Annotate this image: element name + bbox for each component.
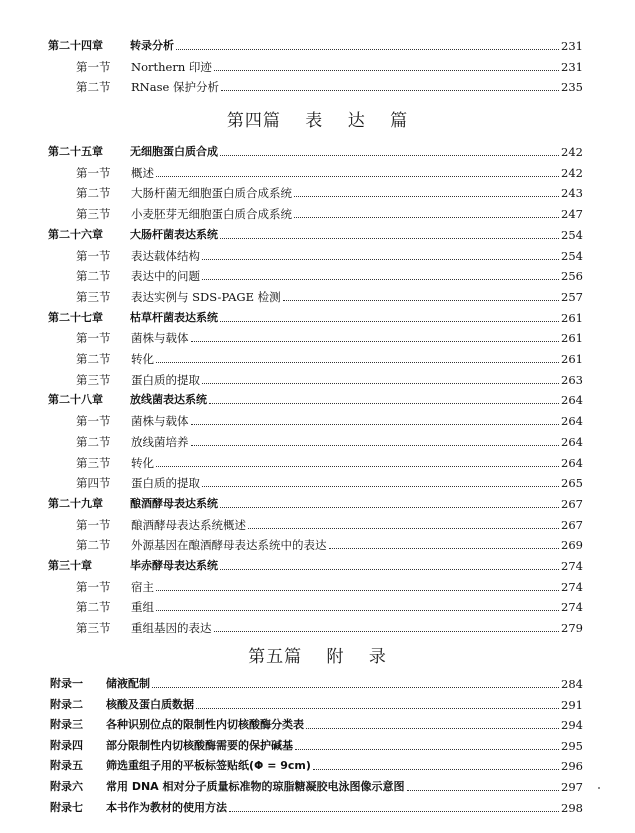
entry-title: 大肠杆菌无细胞蛋白质合成系统 <box>131 186 292 201</box>
entry-title: 常用 DNA 相对分子质量标准物的琼脂糖凝胶电泳图像示意图 <box>106 780 405 793</box>
section-entry <box>76 288 583 305</box>
section-entry <box>76 329 583 346</box>
entry-number: 附录七 <box>50 800 83 814</box>
page-number: 257 <box>561 289 583 304</box>
entry-number: 第一节 <box>76 517 111 532</box>
entry-number: 第二十九章 <box>48 496 103 510</box>
dot-leader <box>294 216 559 218</box>
entry-number: 第一节 <box>76 248 111 263</box>
dot-leader <box>313 768 559 770</box>
chapter-entry <box>48 143 583 160</box>
page-number: 274 <box>561 559 583 573</box>
page-number: 264 <box>561 393 583 408</box>
dot-leader <box>306 727 559 729</box>
dot-leader <box>191 340 560 342</box>
dot-leader <box>229 810 559 812</box>
dot-leader <box>202 278 559 280</box>
dot-leader <box>156 609 559 611</box>
entry-number: 第三节 <box>76 289 111 304</box>
dot-leader <box>214 630 560 632</box>
scan-speck <box>598 787 600 789</box>
page-number: 254 <box>561 227 583 242</box>
section-entry <box>76 184 583 201</box>
page-number: 264 <box>561 434 583 449</box>
entry-number: 第三节 <box>76 455 111 470</box>
dot-leader <box>156 589 559 591</box>
page-number: 295 <box>561 738 583 753</box>
entry-number: 第三节 <box>76 207 111 222</box>
appendix-entry <box>50 737 583 754</box>
chapter-entry <box>48 391 583 408</box>
appendix-entry <box>50 799 583 816</box>
appendix-entry <box>50 778 583 795</box>
entry-title: 放线菌表达系统 <box>130 393 207 407</box>
appendix-entry <box>50 757 583 774</box>
entry-title: 表达实例与 SDS-PAGE 检测 <box>131 289 281 304</box>
entry-title: 蛋白质的提取 <box>131 372 200 387</box>
page-number: 279 <box>561 621 583 636</box>
page-number: 291 <box>561 697 583 712</box>
entry-number: 第二节 <box>76 269 111 284</box>
chapter-entry <box>48 37 583 54</box>
dot-leader <box>156 361 559 363</box>
page-number: 231 <box>561 39 583 53</box>
dot-leader <box>221 89 559 91</box>
section-entry <box>76 474 583 491</box>
section-entry <box>76 205 583 222</box>
entry-title: 表达载体结构 <box>131 248 200 263</box>
page-number: 254 <box>561 248 583 263</box>
entry-title: 核酸及蛋白质数据 <box>106 697 194 711</box>
entry-number: 第二节 <box>76 186 111 201</box>
page-number: 243 <box>561 186 583 201</box>
entry-title: 部分限制性内切核酸酶需要的保护碱基 <box>106 738 293 752</box>
page-number: 261 <box>561 331 583 346</box>
page-number: 231 <box>561 59 583 74</box>
page-number: 284 <box>561 677 583 691</box>
entry-title: Northern 印迹 <box>131 59 212 74</box>
chapter-entry <box>48 557 583 574</box>
entry-number: 第二节 <box>76 434 111 449</box>
entry-title: 重组 <box>131 600 154 615</box>
entry-number: 附录四 <box>50 738 83 752</box>
entry-title: 菌株与载体 <box>131 331 189 346</box>
section-entry <box>76 536 583 553</box>
dot-leader <box>407 789 560 791</box>
entry-number: 第四节 <box>76 476 111 491</box>
entry-title: 无细胞蛋白质合成 <box>130 145 218 158</box>
dot-leader <box>329 547 560 549</box>
entry-number: 附录五 <box>50 759 83 773</box>
entry-title: 概述 <box>131 165 154 180</box>
appendix-entry <box>50 716 583 733</box>
entry-title: 重组基因的表达 <box>131 621 212 636</box>
chapter-entry <box>48 309 583 326</box>
dot-leader <box>176 48 559 50</box>
page-number: 264 <box>561 414 583 429</box>
dot-leader <box>220 154 559 156</box>
page-number: 294 <box>561 718 583 733</box>
page-number: 274 <box>561 600 583 615</box>
page-number: 256 <box>561 269 583 284</box>
page-number: 267 <box>561 496 583 511</box>
entry-number: 附录二 <box>50 697 83 711</box>
dot-leader <box>214 69 559 71</box>
section-entry <box>76 619 583 636</box>
page-number: 261 <box>561 352 583 366</box>
chapter-entry <box>48 495 583 512</box>
entry-title: 表达中的问题 <box>131 269 200 284</box>
page-number: 265 <box>561 476 583 491</box>
page-number: 242 <box>561 145 583 159</box>
entry-number: 第二十七章 <box>48 310 103 324</box>
dot-leader <box>156 175 559 177</box>
page-number: 274 <box>561 579 583 594</box>
entry-title: 小麦胚芽无细胞蛋白质合成系统 <box>131 207 292 222</box>
page-number: 267 <box>561 517 583 532</box>
dot-leader <box>248 527 559 529</box>
dot-leader <box>294 195 559 197</box>
entry-number: 第三节 <box>76 372 111 387</box>
entry-number: 第一节 <box>76 165 111 180</box>
section-entry <box>76 350 583 367</box>
entry-title: RNase 保护分析 <box>131 80 219 94</box>
entry-title: 各种识别位点的限制性内切核酸酶分类表 <box>106 718 304 732</box>
section-entry <box>76 247 583 264</box>
page-number: 296 <box>561 759 583 774</box>
dot-leader <box>202 485 559 487</box>
dot-leader <box>220 237 559 239</box>
dot-leader <box>220 568 559 570</box>
entry-number: 第二十六章 <box>48 227 103 241</box>
entry-number: 第一节 <box>76 414 111 429</box>
page-number: 297 <box>561 780 583 794</box>
entry-title: 转录分析 <box>130 39 174 52</box>
page-number: 242 <box>561 165 583 180</box>
section-entry <box>76 516 583 533</box>
entry-title: 本书作为教材的使用方法 <box>106 800 227 814</box>
dot-leader <box>209 402 559 404</box>
page-number: 264 <box>561 455 583 470</box>
entry-number: 附录三 <box>50 718 83 732</box>
entry-title: 转化 <box>131 455 154 470</box>
section-entry <box>76 578 583 595</box>
entry-title: 蛋白质的提取 <box>131 476 200 491</box>
appendix-entry <box>50 696 583 713</box>
entry-title: 大肠杆菌表达系统 <box>130 227 218 241</box>
page-number: 263 <box>561 372 583 387</box>
entry-title: 外源基因在酿酒酵母表达系统中的表达 <box>131 538 327 553</box>
dot-leader <box>202 258 559 260</box>
appendix-entry <box>50 675 583 692</box>
entry-number: 第二节 <box>76 600 111 615</box>
entry-number: 第二十四章 <box>48 39 103 52</box>
entry-title: 筛选重组子用的平板标签贴纸(Φ = 9cm) <box>106 759 311 773</box>
section-entry <box>76 454 583 471</box>
page-number: 235 <box>561 80 583 94</box>
part-heading-5: 第五篇 附 录 <box>248 647 387 667</box>
entry-title: 酿酒酵母表达系统 <box>130 496 218 510</box>
entry-title: 枯草杆菌表达系统 <box>130 310 218 324</box>
entry-title: 毕赤酵母表达系统 <box>130 559 218 572</box>
dot-leader <box>152 686 559 688</box>
entry-number: 第二节 <box>76 80 111 94</box>
entry-number: 第二十八章 <box>48 393 103 407</box>
dot-leader <box>220 506 559 508</box>
section-entry <box>76 58 583 75</box>
page-number: 298 <box>561 800 583 815</box>
dot-leader <box>196 707 559 709</box>
section-entry <box>76 267 583 284</box>
page-number: 247 <box>561 207 583 222</box>
dot-leader <box>283 299 559 301</box>
dot-leader <box>202 382 559 384</box>
entry-title: 转化 <box>131 352 154 366</box>
entry-number: 附录六 <box>50 780 83 793</box>
entry-title: 菌株与载体 <box>131 414 189 429</box>
dot-leader <box>295 748 559 750</box>
section-entry <box>76 371 583 388</box>
section-entry <box>76 78 583 95</box>
page-number: 261 <box>561 310 583 325</box>
part-heading-4: 第四篇 表 达 篇 <box>226 111 409 131</box>
entry-number: 第二节 <box>76 538 111 553</box>
entry-number: 第三十章 <box>48 559 92 572</box>
section-entry <box>76 433 583 450</box>
page-number: 269 <box>561 538 583 553</box>
dot-leader <box>156 465 559 467</box>
section-entry <box>76 164 583 181</box>
entry-title: 储液配制 <box>106 677 150 690</box>
section-entry <box>76 412 583 429</box>
entry-number: 第一节 <box>76 579 111 594</box>
entry-number: 第二节 <box>76 352 111 366</box>
dot-leader <box>191 423 560 425</box>
chapter-entry <box>48 226 583 243</box>
entry-number: 第三节 <box>76 621 111 636</box>
entry-number: 第一节 <box>76 331 111 346</box>
entry-title: 酿酒酵母表达系统概述 <box>131 517 246 532</box>
entry-number: 附录一 <box>50 677 83 690</box>
dot-leader <box>220 320 559 322</box>
entry-title: 宿主 <box>131 579 154 594</box>
entry-number: 第一节 <box>76 59 111 74</box>
entry-title: 放线菌培养 <box>131 434 189 449</box>
entry-number: 第二十五章 <box>48 145 103 158</box>
dot-leader <box>191 444 560 446</box>
section-entry <box>76 598 583 615</box>
